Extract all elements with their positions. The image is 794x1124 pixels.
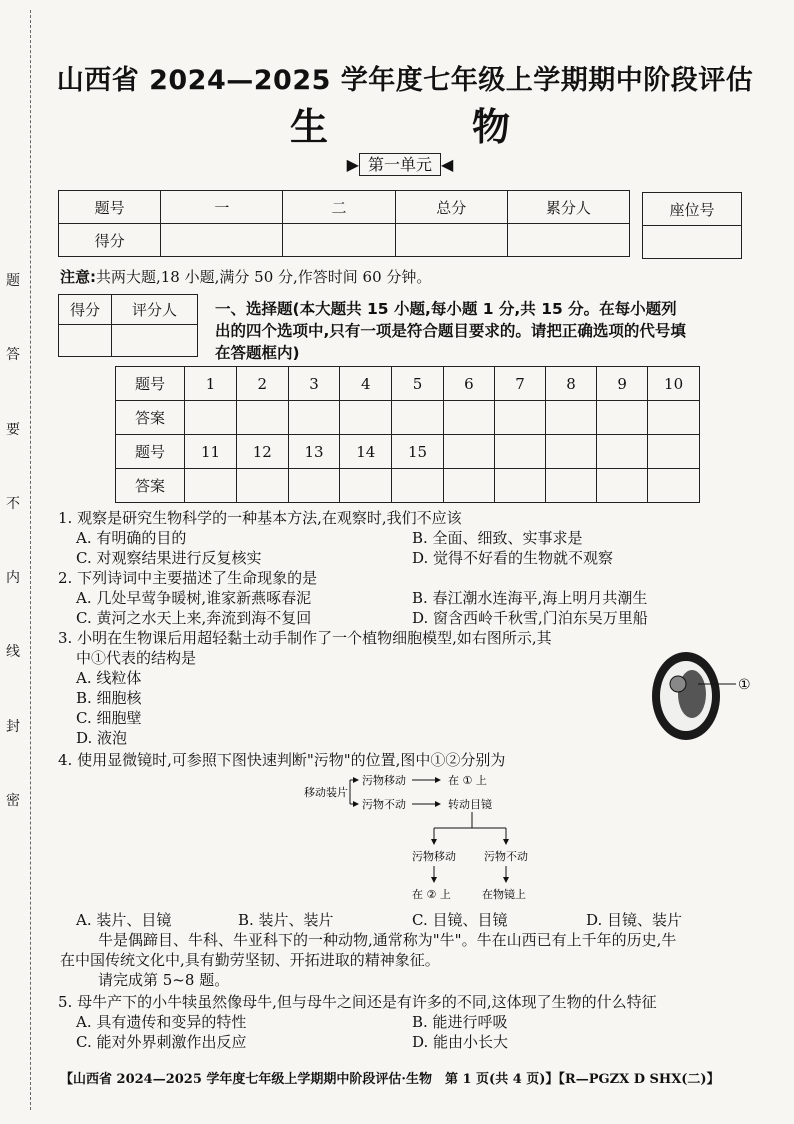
q5-option-d: D. 能由小长大 [412, 1033, 509, 1051]
grader-name-cell[interactable] [112, 325, 198, 357]
score-header: 二 [283, 191, 395, 224]
flow-in-objective: 在物镜上 [482, 888, 526, 901]
q1-option-b: B. 全面、细致、实事求是 [412, 529, 583, 547]
unit-label: ▶ 第一单元 ◀ [346, 155, 454, 174]
answer-empty [597, 469, 648, 503]
q5-option-a: A. 具有遗传和变异的特性 [76, 1013, 247, 1031]
passage-instruction: 请完成第 5~8 题。 [98, 971, 230, 989]
answer-empty [443, 435, 494, 469]
score-header: 一 [161, 191, 283, 224]
seat-cell[interactable] [643, 226, 742, 259]
answer-num: 11 [185, 435, 237, 469]
answer-num: 1 [185, 367, 237, 401]
q3-option-b: B. 细胞核 [76, 689, 142, 707]
q3-option-c: C. 细胞壁 [76, 709, 142, 727]
side-char: 要 [6, 421, 20, 438]
q1-option-d: D. 觉得不好看的生物就不观察 [412, 549, 614, 567]
answer-empty [546, 469, 597, 503]
answer-cell[interactable] [340, 469, 392, 503]
answer-empty [648, 435, 700, 469]
answer-num: 12 [236, 435, 288, 469]
seat-table [642, 192, 742, 259]
grader-box [58, 294, 198, 357]
answer-empty [443, 469, 494, 503]
q2-option-b: B. 春江潮水连海平,海上明月共潮生 [412, 589, 648, 607]
score-cell[interactable] [283, 224, 395, 257]
flow-dirt-moves-2: 污物移动 [412, 850, 456, 863]
answer-num: 13 [288, 435, 340, 469]
page-footer: 【山西省 2024—2025 学年度七年级上学期期中阶段评估·生物 第 1 页(共 4 页)】【R—PGZX D SHX(二)】 [60, 1072, 720, 1087]
answer-num: 6 [443, 367, 494, 401]
side-char: 不 [6, 495, 20, 512]
answer-num: 3 [288, 367, 340, 401]
q4-option-b: B. 装片、装片 [238, 911, 334, 929]
answer-cell[interactable] [185, 401, 237, 435]
answer-cell[interactable] [236, 469, 288, 503]
answer-ans-label: 答案 [116, 469, 185, 503]
flow-dirt-still: 污物不动 [362, 798, 406, 811]
flow-turn-eyepiece: 转动目镜 [448, 798, 492, 811]
score-table [58, 190, 630, 257]
q1-option-a: A. 有明确的目的 [76, 529, 187, 547]
side-char: 线 [6, 644, 20, 661]
answer-cell[interactable] [185, 469, 237, 503]
answer-empty [648, 469, 700, 503]
q3-option-a: A. 线粒体 [76, 669, 142, 687]
answer-cell[interactable] [648, 401, 700, 435]
side-char: 密 [6, 792, 20, 809]
answer-cell[interactable] [392, 469, 444, 503]
question-3-stem: 3. 小明在生物课后用超轻黏土动手制作了一个植物细胞模型,如右图所示,其 [58, 629, 552, 647]
answer-cell[interactable] [443, 401, 494, 435]
section-1-title: 一、选择题(本大题共 15 小题,每小题 1 分,共 15 分。在每小题列出的四个选项中,只有一项是符合题目要求的。请把正确选项的代号填在答题框内) [215, 300, 686, 362]
answer-ans-label: 答案 [116, 401, 185, 435]
answer-cell[interactable] [546, 401, 597, 435]
question-4-stem: 4. 使用显微镜时,可参照下图快速判断"污物"的位置,图中①②分别为 [58, 751, 506, 769]
score-cell[interactable] [507, 224, 629, 257]
q3-option-d: D. 液泡 [76, 729, 128, 747]
answer-num: 10 [648, 367, 700, 401]
answer-num: 5 [392, 367, 444, 401]
score-cell[interactable] [395, 224, 507, 257]
q2-option-d: D. 窗含西岭千秋雪,门泊东吴万里船 [412, 609, 648, 627]
question-2-stem: 2. 下列诗词中主要描述了生命现象的是 [58, 569, 318, 587]
q5-option-c: C. 能对外界刺激作出反应 [76, 1033, 247, 1051]
answer-table [115, 366, 700, 503]
q4-option-d: D. 目镜、装片 [586, 911, 683, 929]
seat-label: 座位号 [643, 193, 742, 226]
nucleus-shape [670, 676, 686, 692]
answer-num-label: 题号 [116, 367, 185, 401]
answer-cell[interactable] [494, 401, 545, 435]
exam-title: 山西省 2024—2025 学年度七年级上学期期中阶段评估 [56, 65, 754, 96]
notice-label: 注意: [60, 268, 96, 286]
answer-num: 2 [236, 367, 288, 401]
answer-num: 14 [340, 435, 392, 469]
side-char: 封 [6, 718, 20, 735]
passage-line-2: 在中国传统文化中,具有勤劳坚韧、开拓进取的精神象征。 [60, 951, 440, 969]
answer-empty [494, 469, 545, 503]
answer-cell[interactable] [236, 401, 288, 435]
subject-title [290, 96, 510, 151]
answer-num-label: 题号 [116, 435, 185, 469]
answer-num: 4 [340, 367, 392, 401]
answer-cell[interactable] [597, 401, 648, 435]
passage-line-1: 牛是偶蹄目、牛科、牛亚科下的一种动物,通常称为"牛"。牛在山西已有上千年的历史,牛 [98, 931, 677, 949]
flow-in-1: 在 ① 上 [448, 774, 487, 787]
answer-empty [494, 435, 545, 469]
marker-1: ① [738, 677, 751, 693]
answer-empty [546, 435, 597, 469]
score-header: 总分 [395, 191, 507, 224]
score-cell[interactable] [161, 224, 283, 257]
side-char: 题 [6, 273, 20, 289]
subject-char: 物 [471, 105, 510, 149]
answer-cell[interactable] [288, 401, 340, 435]
notice-text: 共两大题,18 小题,满分 50 分,作答时间 60 分钟。 [96, 268, 432, 286]
question-1-stem: 1. 观察是研究生物科学的一种基本方法,在观察时,我们不应该 [58, 509, 462, 527]
side-char: 答 [6, 347, 20, 364]
q4-option-a: A. 装片、目镜 [76, 911, 172, 929]
answer-cell[interactable] [288, 469, 340, 503]
q5-option-b: B. 能进行呼吸 [412, 1013, 508, 1031]
question-5-stem: 5. 母牛产下的小牛犊虽然像母牛,但与母牛之间还是有许多的不同,这体现了生物的什么特征 [58, 993, 657, 1011]
microscope-flowchart [300, 768, 560, 908]
grader-score-cell[interactable] [59, 325, 112, 357]
answer-empty [597, 435, 648, 469]
grader-score-label: 得分 [59, 295, 112, 325]
binding-dashed-line [30, 10, 31, 1110]
notice [60, 266, 431, 287]
answer-num: 9 [597, 367, 648, 401]
q4-option-c: C. 目镜、目镜 [412, 911, 508, 929]
score-label: 得分 [59, 224, 161, 257]
q2-option-a: A. 几处早莺争暖树,谁家新燕啄春泥 [76, 589, 312, 607]
plant-cell-model-figure [640, 644, 760, 754]
q2-option-c: C. 黄河之水天上来,奔流到海不复回 [76, 609, 312, 627]
unit-text: 第一单元 [359, 153, 441, 176]
answer-num: 7 [494, 367, 545, 401]
answer-cell[interactable] [392, 401, 444, 435]
binding-line-text [2, 270, 24, 810]
answer-num: 8 [546, 367, 597, 401]
side-char: 内 [6, 570, 20, 587]
answer-num: 15 [392, 435, 444, 469]
grader-name-label: 评分人 [112, 295, 198, 325]
flow-in-2: 在 ② 上 [412, 888, 451, 901]
score-header: 累分人 [507, 191, 629, 224]
q1-option-c: C. 对观察结果进行反复核实 [76, 549, 262, 567]
score-header: 题号 [59, 191, 161, 224]
flow-dirt-moves: 污物移动 [362, 774, 406, 787]
flow-dirt-still-2: 污物不动 [484, 850, 528, 863]
subject-char: 生 [290, 105, 329, 149]
flow-move-slide: 移动装片 [304, 786, 348, 799]
answer-cell[interactable] [340, 401, 392, 435]
question-3-stem-cont: 中①代表的结构是 [76, 649, 197, 667]
